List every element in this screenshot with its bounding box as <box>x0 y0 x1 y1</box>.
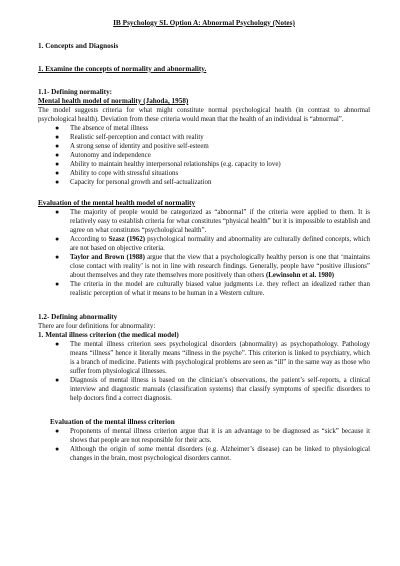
bullet-icon: ● <box>55 253 60 261</box>
jahoda-intro: The model suggests criteria for what might constitute normal psychological health (in contrast to abnormal psychological health). Deviation from these criteria would mean that the health of an individual is “abnormal”. <box>38 107 370 123</box>
bullet-icon: ● <box>55 142 60 150</box>
evaluation-list <box>38 208 370 298</box>
citation: (Lewinsohn et al. 1980) <box>265 272 335 279</box>
list-item: ● Autonomy and independence <box>55 151 151 159</box>
list-item: ● Diagnosis of mental illness is based on the clinician’s observations, the patient’s self-reports, a clinical interview and diagnostic manuals (classification systems) that classify symptoms of specific disorders to help doctors find a correct diagnosis. <box>55 376 370 402</box>
list-item: ● Ability to cope with stressful situations <box>55 169 179 177</box>
document-title: IB Psychology SL Option A: Abnormal Psychology (Notes) <box>113 18 295 27</box>
evaluation-criterion-heading: Evaluation of the mental illness criterion <box>50 418 175 426</box>
jahoda-heading: Mental health model of normality (Jahoda, 1958) <box>38 97 189 105</box>
bullet-icon: ● <box>55 178 60 186</box>
definitions-intro: There are four definitions for abnormality: <box>38 323 156 330</box>
bullet-icon: ● <box>55 235 60 243</box>
list-item: ● The absence of metal illness <box>55 124 149 132</box>
bullet-icon: ● <box>55 160 60 168</box>
list-item: ● Taylor and Brown (1988) argue that the view that a psychologically healthy person is one that ‘maintains close contact with reality’ is not in line with research findings. Generally, people have “positive illusions” about themselves and they rate themselves more positively than others (Lewinsohn et al. 1980) <box>55 253 370 279</box>
evaluation-heading: Evaluation of the mental health model of normality <box>38 199 196 207</box>
jahoda-criteria-list <box>38 124 370 187</box>
bullet-icon: ● <box>55 340 60 348</box>
bullet-icon: ● <box>55 133 60 141</box>
bullet-icon: ● <box>55 376 60 384</box>
bullet-icon: ● <box>55 151 60 159</box>
list-item: ● Proponents of mental illness criterion argue that it is an advantage to be diagnosed as “sick” because it shows that people are not responsible for their acts. <box>55 427 370 444</box>
criterion-list <box>38 340 370 403</box>
list-item: ● A strong sense of identity and positive self-esteem <box>55 142 209 150</box>
list-item: ● Realistic self-perception and contact with reality <box>55 133 204 141</box>
bullet-icon: ● <box>55 208 60 216</box>
list-item: ● Ability to maintain healthy interpersonal relationships (e.g. capacity to love) <box>55 160 281 168</box>
heading-defining-normality: 1.1- Defining normality: <box>38 88 113 96</box>
bullet-icon: ● <box>55 124 60 132</box>
list-item: ● Although the origin of some mental disorders (e.g. Alzheimer’s disease) can be linked to physiological changes in the brain, most psychological disorders cannot. <box>55 445 370 462</box>
criterion-heading: 1. Mental illness criterion (the medical model) <box>38 331 179 339</box>
list-item: ● The criteria in the model are culturally biased value judgments i.e. they reflect an idealized rather than realistic perception of what it means to be human in a Western culture. <box>55 280 370 297</box>
evaluation-criterion-list <box>38 427 370 463</box>
bullet-icon: ● <box>55 169 60 177</box>
list-item: ● The mental illness criterion sees psychological disorders (abnormality) as psychopathology. Pathology means “illness” hence it literally means “illness in the psyche”. This criterion is linked to psychiatry, which is a branch of medicine. Patients with psychological problems are seen as “ill” in the same way as those who suffer from physiological illnesses. <box>55 340 370 375</box>
list-item: ● Capacity for personal growth and self-actualization <box>55 178 212 186</box>
citation: Szasz (1962) <box>108 236 146 243</box>
citation: Taylor and Brown (1988) <box>70 254 145 261</box>
list-item: ● According to Szasz (1962) psychological normality and abnormality are culturally defined concepts, which are not based on objective criteria. <box>55 235 370 252</box>
bullet-icon: ● <box>55 445 60 453</box>
section-heading: 1. Concepts and Diagnosis <box>38 42 119 50</box>
subsection-heading: 1. Examine the concepts of normality and abnormality. <box>38 65 207 73</box>
bullet-icon: ● <box>55 427 60 435</box>
list-item: ● The majority of people would be categorized as “abnormal” if the criteria were applied to them. It is relatively easy to establish criteria for what constitutes “physical health” but it is impossible to establish and agree on what constitutes “psychological health”. <box>55 208 370 234</box>
heading-defining-abnormality: 1.2- Defining abnormality <box>38 313 118 321</box>
bullet-icon: ● <box>55 280 60 288</box>
